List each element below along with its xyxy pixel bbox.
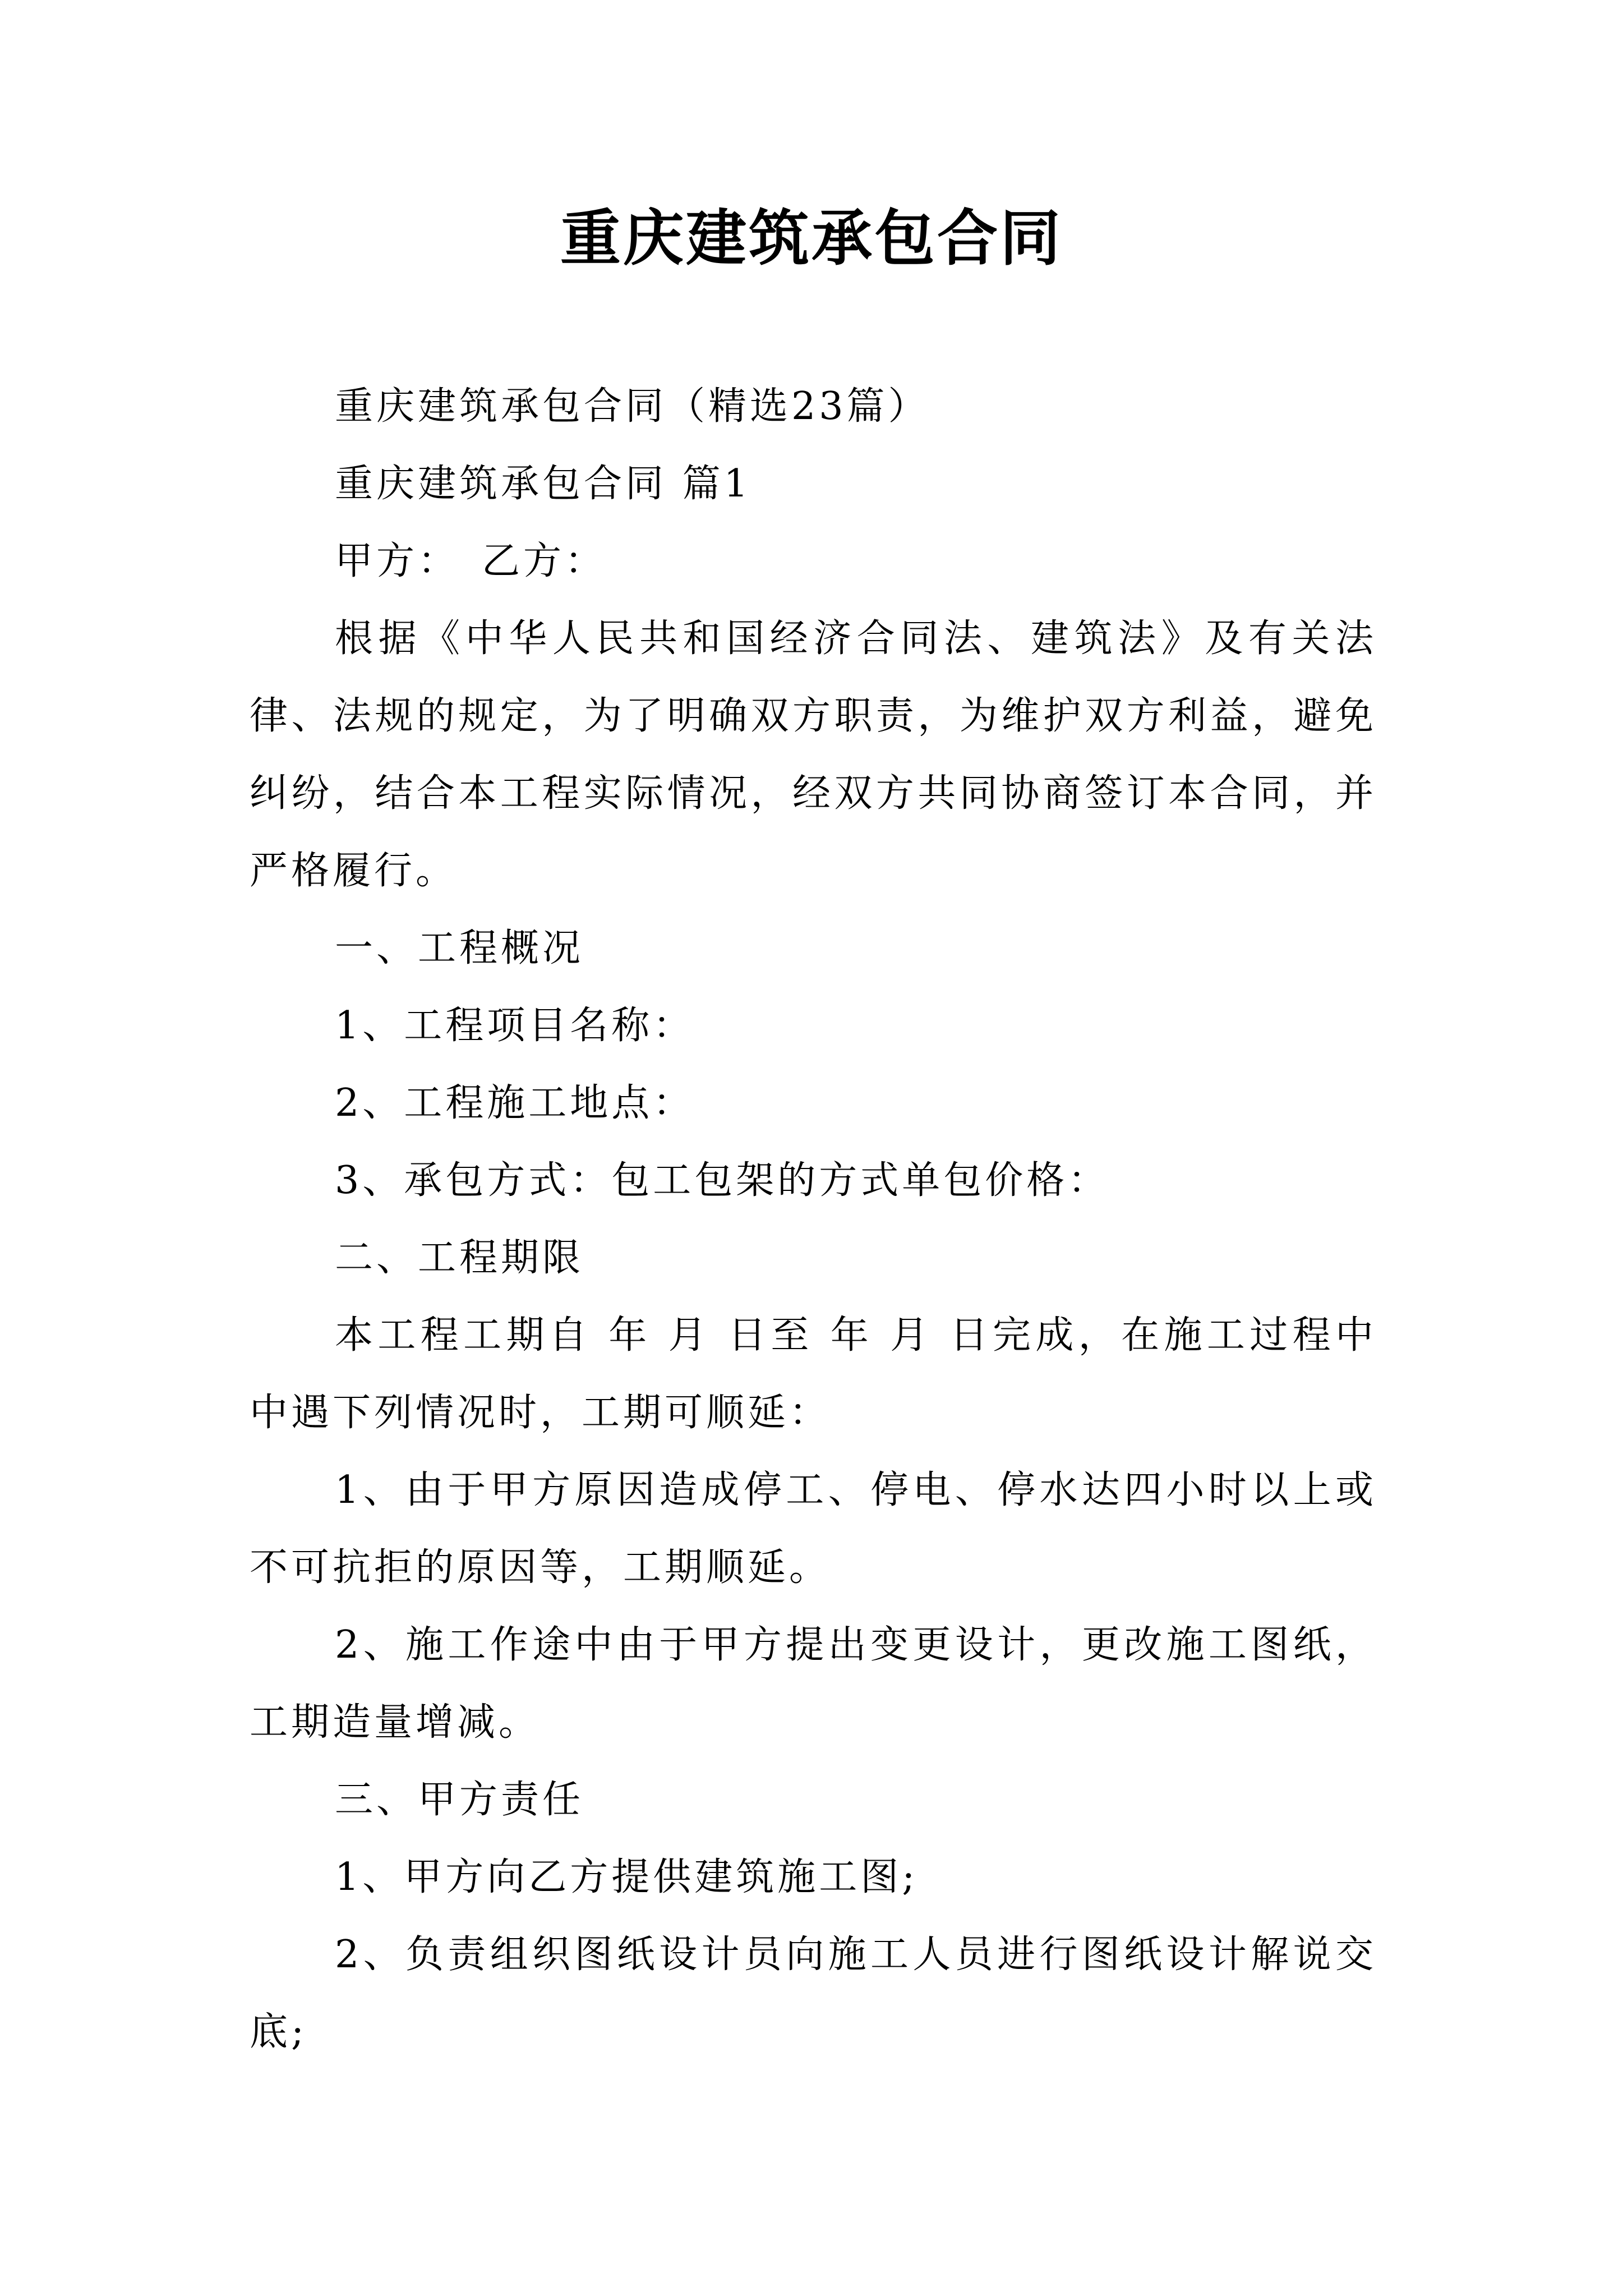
heading-project-overview: 一、工程概况 <box>335 926 584 970</box>
item-project-location: 2、工程施工地点： <box>335 1081 695 1125</box>
duty-item-2: 2、负责组织图纸设计员向施工人员进行图纸设计解说交底; <box>250 1932 1377 2054</box>
item-contract-method: 3、承包方式：包工包架的方式单包价格： <box>335 1158 1110 1203</box>
heading-project-period: 二、工程期限 <box>335 1236 584 1280</box>
subtitle-paragraph: 重庆建筑承包合同（精选23篇） <box>335 384 930 429</box>
document-title: 重庆建筑承包合同 <box>560 203 1063 274</box>
section-heading-part-1: 重庆建筑承包合同 篇1 <box>335 462 751 506</box>
period-item-2: 2、施工作途中由于甲方提出变更设计，更改施工图纸，工期造量增减。 <box>250 1623 1377 1745</box>
document-body <box>250 368 1377 2071</box>
heading-party-a-duties: 三、甲方责任 <box>335 1778 584 1822</box>
preamble-paragraph: 根据《中华人民共和国经济合同法、建筑法》及有关法律、法规的规定，为了明确双方职责，为维护双方利益，避免纠纷，结合本工程实际情况，经双方共同协商签订本合同，并严格履行。 <box>250 616 1377 893</box>
item-project-name: 1、工程项目名称： <box>335 1004 695 1048</box>
parties-line: 甲方： 乙方： <box>335 539 607 583</box>
period-paragraph: 本工程工期自 年 月 日至 年 月 日完成，在施工过程中中遇下列情况时，工期可顺延： <box>250 1313 1377 1435</box>
period-item-1: 1、由于甲方原因造成停工、停电、停水达四小时以上或不可抗拒的原因等，工期顺延。 <box>250 1468 1377 1590</box>
duty-item-1: 1、甲方向乙方提供建筑施工图; <box>335 1855 919 1899</box>
